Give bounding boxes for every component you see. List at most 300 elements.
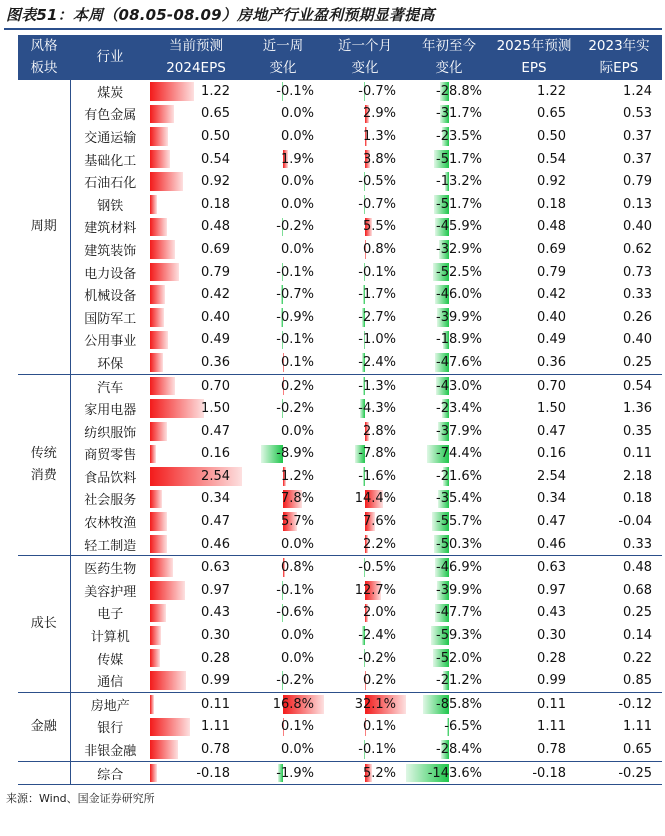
column-header: [18, 35, 70, 80]
cell-w: [242, 374, 324, 397]
eps-table: [18, 35, 662, 785]
column-header-line: 风格: [30, 38, 58, 54]
cell-eps2024: [150, 693, 242, 716]
cell-eps2023: [576, 602, 662, 625]
cell-value: 0.42: [537, 287, 566, 303]
cell-value: 0.1%: [280, 354, 314, 370]
cell-value: -0.7%: [358, 83, 396, 99]
cell-value: -0.9%: [276, 309, 314, 325]
cell-value: 5.7%: [280, 514, 314, 530]
cell-value: -31.7%: [436, 106, 482, 122]
cell-value: 0.8%: [280, 560, 314, 576]
cell-ytd: [406, 443, 492, 466]
table-row: [18, 125, 662, 148]
cell-m: [324, 170, 406, 193]
cell-value: 0.70: [537, 378, 566, 394]
industry-name: 轻工制造: [84, 538, 137, 554]
cell-ytd: [406, 80, 492, 103]
table-row: [18, 533, 662, 556]
group-label-line: 传统: [30, 446, 57, 462]
cell-w: [242, 669, 324, 692]
cell-value: -8.9%: [276, 446, 314, 462]
industry-name: 机械设备: [84, 289, 137, 305]
cell-value: 0.25: [623, 605, 652, 621]
group-label: [18, 693, 70, 762]
cell-value: 0.2%: [362, 673, 396, 689]
cell-value: 2.18: [623, 468, 652, 484]
cell-value: 0.43: [537, 605, 566, 621]
cell-eps2025: [492, 738, 576, 761]
cell-eps2025: [492, 624, 576, 647]
cell-ytd: [406, 148, 492, 171]
cell-eps2025: [492, 170, 576, 193]
data-bar: [150, 604, 166, 623]
cell-eps2023: [576, 374, 662, 397]
total-group-cell: [18, 761, 70, 785]
data-bar: [150, 535, 167, 554]
cell-ytd: [406, 465, 492, 488]
cell-value: -13.2%: [436, 174, 482, 190]
table-row: [18, 306, 662, 329]
cell-m: [324, 647, 406, 670]
cell-value: 0.78: [537, 742, 566, 758]
cell-w: [242, 556, 324, 579]
data-bar: [150, 377, 175, 396]
cell-eps2024: [150, 193, 242, 216]
data-bar: [150, 331, 168, 350]
cell-value: 1.11: [537, 719, 566, 735]
cell-value: 1.50: [537, 401, 566, 417]
column-header-line: 行业: [96, 49, 124, 65]
cell-w: [242, 624, 324, 647]
cell-w: [242, 443, 324, 466]
cell-eps2023: [576, 351, 662, 374]
cell-eps2023: [576, 624, 662, 647]
cell-value: -28.4%: [436, 742, 482, 758]
cell-value: 0.40: [623, 219, 652, 235]
cell-value: -0.5%: [358, 174, 396, 190]
cell-w: [242, 602, 324, 625]
cell-value: 2.8%: [362, 423, 396, 439]
cell-eps2025: [492, 465, 576, 488]
cell-value: -74.4%: [436, 446, 482, 462]
cell-eps2025: [492, 579, 576, 602]
data-bar: [150, 581, 185, 600]
industry-name: 建筑装饰: [84, 243, 137, 259]
cell-value: -46.0%: [436, 287, 482, 303]
cell-value: -43.0%: [436, 378, 482, 394]
industry-name: 交通运输: [84, 130, 137, 146]
cell-m: [324, 329, 406, 352]
cell-m: [324, 351, 406, 374]
cell-value: -0.1%: [276, 582, 314, 598]
cell-eps2024: [150, 716, 242, 739]
cell-value: 0.0%: [280, 106, 314, 122]
cell-value: 0.1%: [362, 719, 396, 735]
table-row: [18, 420, 662, 443]
cell-eps2024: [150, 533, 242, 556]
cell-eps2023: [576, 80, 662, 103]
cell-value: 0.40: [623, 332, 652, 348]
cell-value: 0.11: [537, 696, 566, 712]
cell-value: 0.0%: [280, 628, 314, 644]
cell-value: 0.48: [537, 219, 566, 235]
cell-w: [242, 193, 324, 216]
industry-name: 传媒: [97, 652, 124, 668]
cell-value: -0.1%: [276, 264, 314, 280]
cell-eps2023: [576, 738, 662, 761]
cell-value: -23.4%: [436, 401, 482, 417]
cell-eps2024: [150, 647, 242, 670]
cell-value: 0.18: [623, 491, 652, 507]
cell-eps2024: [150, 420, 242, 443]
industry-name: 建筑材料: [84, 221, 137, 237]
table-row: [18, 624, 662, 647]
group-label-line: 成长: [30, 616, 57, 632]
table-row: [18, 351, 662, 374]
data-bar: [150, 195, 157, 214]
data-bar: [150, 558, 173, 577]
cell-eps2025: [492, 510, 576, 533]
data-bar: [150, 512, 167, 531]
cell-m: [324, 397, 406, 420]
cell-value: 0.63: [201, 560, 230, 576]
cell-value: -52.0%: [436, 650, 482, 666]
cell-value: 1.22: [201, 83, 230, 99]
cell-value: -52.5%: [436, 264, 482, 280]
cell-value: 0.11: [623, 446, 652, 462]
column-header-line: 变化: [351, 60, 379, 76]
data-bar: [150, 105, 174, 124]
cell-m: [324, 216, 406, 239]
cell-value: -85.8%: [436, 696, 482, 712]
cell-value: 0.65: [537, 106, 566, 122]
data-bar: [150, 127, 168, 146]
table-row: [18, 397, 662, 420]
cell-value: 0.36: [201, 354, 230, 370]
industry-name: 石油石化: [84, 176, 137, 192]
cell-m: [324, 125, 406, 148]
column-header: [492, 35, 576, 80]
cell-eps2025: [492, 306, 576, 329]
cell-value: 0.54: [201, 151, 230, 167]
cell-value: 0.13: [623, 196, 652, 212]
cell-eps2025: [492, 216, 576, 239]
data-bar: [150, 263, 179, 282]
cell-value: 0.50: [537, 128, 566, 144]
cell-eps2023: [576, 693, 662, 716]
cell-m: [324, 148, 406, 171]
cell-value: 0.18: [201, 196, 230, 212]
column-header: [576, 35, 662, 80]
cell-eps2024: [150, 374, 242, 397]
table-row: [18, 738, 662, 761]
cell-value: 0.33: [623, 536, 652, 552]
cell-w: [242, 397, 324, 420]
cell-value: -0.7%: [358, 196, 396, 212]
data-bar: [150, 764, 157, 783]
column-header-line: 板块: [30, 60, 58, 76]
cell-ytd: [406, 420, 492, 443]
cell-value: 0.63: [537, 560, 566, 576]
cell-value: -0.04: [618, 514, 652, 530]
table-row: [18, 443, 662, 466]
cell-m: [324, 420, 406, 443]
cell-value: 0.50: [201, 128, 230, 144]
cell-eps2023: [576, 397, 662, 420]
cell-value: 0.54: [623, 378, 652, 394]
cell-value: -1.6%: [358, 468, 396, 484]
cell-w: [242, 125, 324, 148]
cell-w: [242, 738, 324, 761]
cell-eps2025: [492, 420, 576, 443]
column-header-line: 近一个月: [338, 38, 392, 54]
cell-value: -1.0%: [358, 332, 396, 348]
cell-value: -7.8%: [358, 446, 396, 462]
cell-eps2024: [150, 170, 242, 193]
cell-eps2025: [492, 148, 576, 171]
cell-ytd: [406, 283, 492, 306]
cell-m: [324, 283, 406, 306]
cell-ytd: [406, 261, 492, 284]
cell-value: 0.16: [537, 446, 566, 462]
cell-eps2024: [150, 397, 242, 420]
cell-value: 0.85: [623, 673, 652, 689]
table-row: [18, 510, 662, 533]
cell-value: -1.9%: [276, 765, 314, 781]
data-bar: [150, 399, 204, 418]
industry-name: 通信: [97, 675, 124, 691]
table-row: [18, 170, 662, 193]
cell-eps2023: [576, 329, 662, 352]
cell-eps2024: [150, 216, 242, 239]
industry-name: 银行: [97, 721, 124, 737]
cell-eps2023: [576, 465, 662, 488]
cell-w: [242, 261, 324, 284]
table-row: [18, 579, 662, 602]
column-header-line: 2023年实: [588, 38, 650, 54]
cell-m: [324, 374, 406, 397]
cell-value: 0.8%: [362, 241, 396, 257]
cell-value: 0.47: [201, 423, 230, 439]
data-bar: [150, 445, 156, 464]
cell-value: 1.3%: [362, 128, 396, 144]
cell-w: [242, 533, 324, 556]
cell-eps2024: [150, 329, 242, 352]
cell-m: [324, 693, 406, 716]
cell-eps2024: [150, 510, 242, 533]
cell-eps2025: [492, 397, 576, 420]
cell-eps2024: [150, 148, 242, 171]
cell-eps2023: [576, 510, 662, 533]
cell-value: -21.6%: [436, 468, 482, 484]
cell-value: 0.40: [537, 309, 566, 325]
cell-ytd: [406, 374, 492, 397]
cell-ytd: [406, 193, 492, 216]
cell-m: [324, 238, 406, 261]
cell-value: 0.26: [623, 309, 652, 325]
cell-value: 0.47: [537, 423, 566, 439]
industry-name: 非银金融: [84, 744, 137, 760]
cell-value: 2.9%: [362, 106, 396, 122]
cell-m: [324, 738, 406, 761]
cell-value: -39.9%: [436, 582, 482, 598]
cell-eps2024: [150, 669, 242, 692]
cell-value: 0.79: [201, 264, 230, 280]
cell-eps2025: [492, 125, 576, 148]
cell-eps2023: [576, 216, 662, 239]
cell-eps2025: [492, 374, 576, 397]
cell-w: [242, 693, 324, 716]
cell-ytd: [406, 125, 492, 148]
cell-value: -0.6%: [276, 605, 314, 621]
cell-eps2024: [150, 238, 242, 261]
cell-eps2024: [150, 602, 242, 625]
cell-value: 1.11: [623, 719, 652, 735]
group-label-line: 周期: [30, 218, 57, 234]
data-bar: [150, 240, 175, 259]
cell-m: [324, 261, 406, 284]
cell-value: 2.54: [537, 468, 566, 484]
table-row: [18, 602, 662, 625]
cell-ytd: [406, 647, 492, 670]
cell-eps2023: [576, 283, 662, 306]
cell-value: -47.7%: [436, 605, 482, 621]
data-bar: [150, 649, 160, 668]
cell-value: 0.37: [623, 151, 652, 167]
data-bar: [150, 308, 164, 327]
cell-m: [324, 488, 406, 511]
cell-value: 1.9%: [280, 151, 314, 167]
cell-w: [242, 761, 324, 785]
cell-eps2024: [150, 103, 242, 126]
cell-value: 0.28: [537, 650, 566, 666]
cell-w: [242, 488, 324, 511]
cell-ytd: [406, 693, 492, 716]
cell-w: [242, 351, 324, 374]
cell-value: 0.43: [201, 605, 230, 621]
cell-m: [324, 716, 406, 739]
cell-w: [242, 306, 324, 329]
group-label-line: 金融: [30, 718, 57, 734]
cell-m: [324, 193, 406, 216]
cell-m: [324, 103, 406, 126]
cell-value: 1.50: [201, 401, 230, 417]
group-label: [18, 374, 70, 556]
cell-eps2025: [492, 261, 576, 284]
table-row: [18, 80, 662, 103]
cell-value: 0.18: [537, 196, 566, 212]
cell-ytd: [406, 533, 492, 556]
cell-ytd: [406, 397, 492, 420]
cell-value: -0.18: [532, 765, 566, 781]
industry-name: 社会服务: [84, 493, 137, 509]
cell-eps2023: [576, 716, 662, 739]
cell-value: 1.36: [623, 401, 652, 417]
cell-value: -4.3%: [358, 401, 396, 417]
cell-value: -45.9%: [436, 219, 482, 235]
cell-value: 0.97: [537, 582, 566, 598]
table-row: [18, 647, 662, 670]
cell-w: [242, 647, 324, 670]
column-header-line: 变化: [435, 60, 463, 76]
cell-value: 0.30: [201, 628, 230, 644]
cell-value: 0.0%: [280, 196, 314, 212]
cell-value: -2.4%: [358, 354, 396, 370]
total-row: [18, 761, 662, 785]
cell-m: [324, 443, 406, 466]
cell-value: 0.0%: [280, 650, 314, 666]
cell-eps2024: [150, 465, 242, 488]
cell-value: -50.3%: [436, 536, 482, 552]
cell-eps2023: [576, 420, 662, 443]
cell-w: [242, 510, 324, 533]
cell-value: 1.11: [201, 719, 230, 735]
cell-value: -18.9%: [436, 332, 482, 348]
data-bar: [150, 626, 161, 645]
cell-value: 0.78: [201, 742, 230, 758]
cell-value: 0.46: [537, 536, 566, 552]
cell-value: -1.3%: [358, 378, 396, 394]
cell-value: -39.9%: [436, 309, 482, 325]
industry-name: 国防军工: [84, 311, 137, 327]
cell-value: -0.2%: [276, 401, 314, 417]
column-header: [70, 35, 150, 80]
cell-value: 0.14: [623, 628, 652, 644]
cell-value: -55.7%: [436, 514, 482, 530]
cell-value: -0.2%: [276, 673, 314, 689]
column-header-line: 近一周: [262, 38, 304, 54]
cell-value: -0.1%: [358, 742, 396, 758]
table-row: [18, 261, 662, 284]
cell-value: 0.16: [201, 446, 230, 462]
cell-eps2025: [492, 283, 576, 306]
cell-w: [242, 103, 324, 126]
cell-eps2023: [576, 761, 662, 785]
cell-value: 0.92: [537, 174, 566, 190]
cell-value: -0.12: [618, 696, 652, 712]
cell-ytd: [406, 579, 492, 602]
cell-value: 0.49: [201, 332, 230, 348]
cell-w: [242, 420, 324, 443]
cell-value: 0.79: [623, 174, 652, 190]
cell-value: 0.65: [201, 106, 230, 122]
cell-w: [242, 716, 324, 739]
industry-name: 钢铁: [97, 198, 124, 214]
table-row: [18, 193, 662, 216]
cell-eps2023: [576, 647, 662, 670]
cell-value: 0.0%: [280, 128, 314, 144]
cell-m: [324, 669, 406, 692]
data-bar: [150, 490, 162, 509]
table-row: [18, 103, 662, 126]
industry-name: 计算机: [90, 630, 130, 646]
cell-value: -0.18: [196, 765, 230, 781]
cell-eps2023: [576, 261, 662, 284]
cell-value: -21.2%: [436, 673, 482, 689]
cell-value: 16.8%: [272, 696, 314, 712]
cell-ytd: [406, 170, 492, 193]
column-header: [324, 35, 406, 80]
cell-w: [242, 170, 324, 193]
cell-value: 0.0%: [280, 742, 314, 758]
group-label-line: 消费: [30, 468, 57, 484]
cell-value: 0.48: [201, 219, 230, 235]
cell-value: 32.1%: [354, 696, 396, 712]
industry-name: 公用事业: [84, 334, 137, 350]
industry-name: 美容护理: [84, 584, 137, 600]
table-row: [18, 556, 662, 579]
